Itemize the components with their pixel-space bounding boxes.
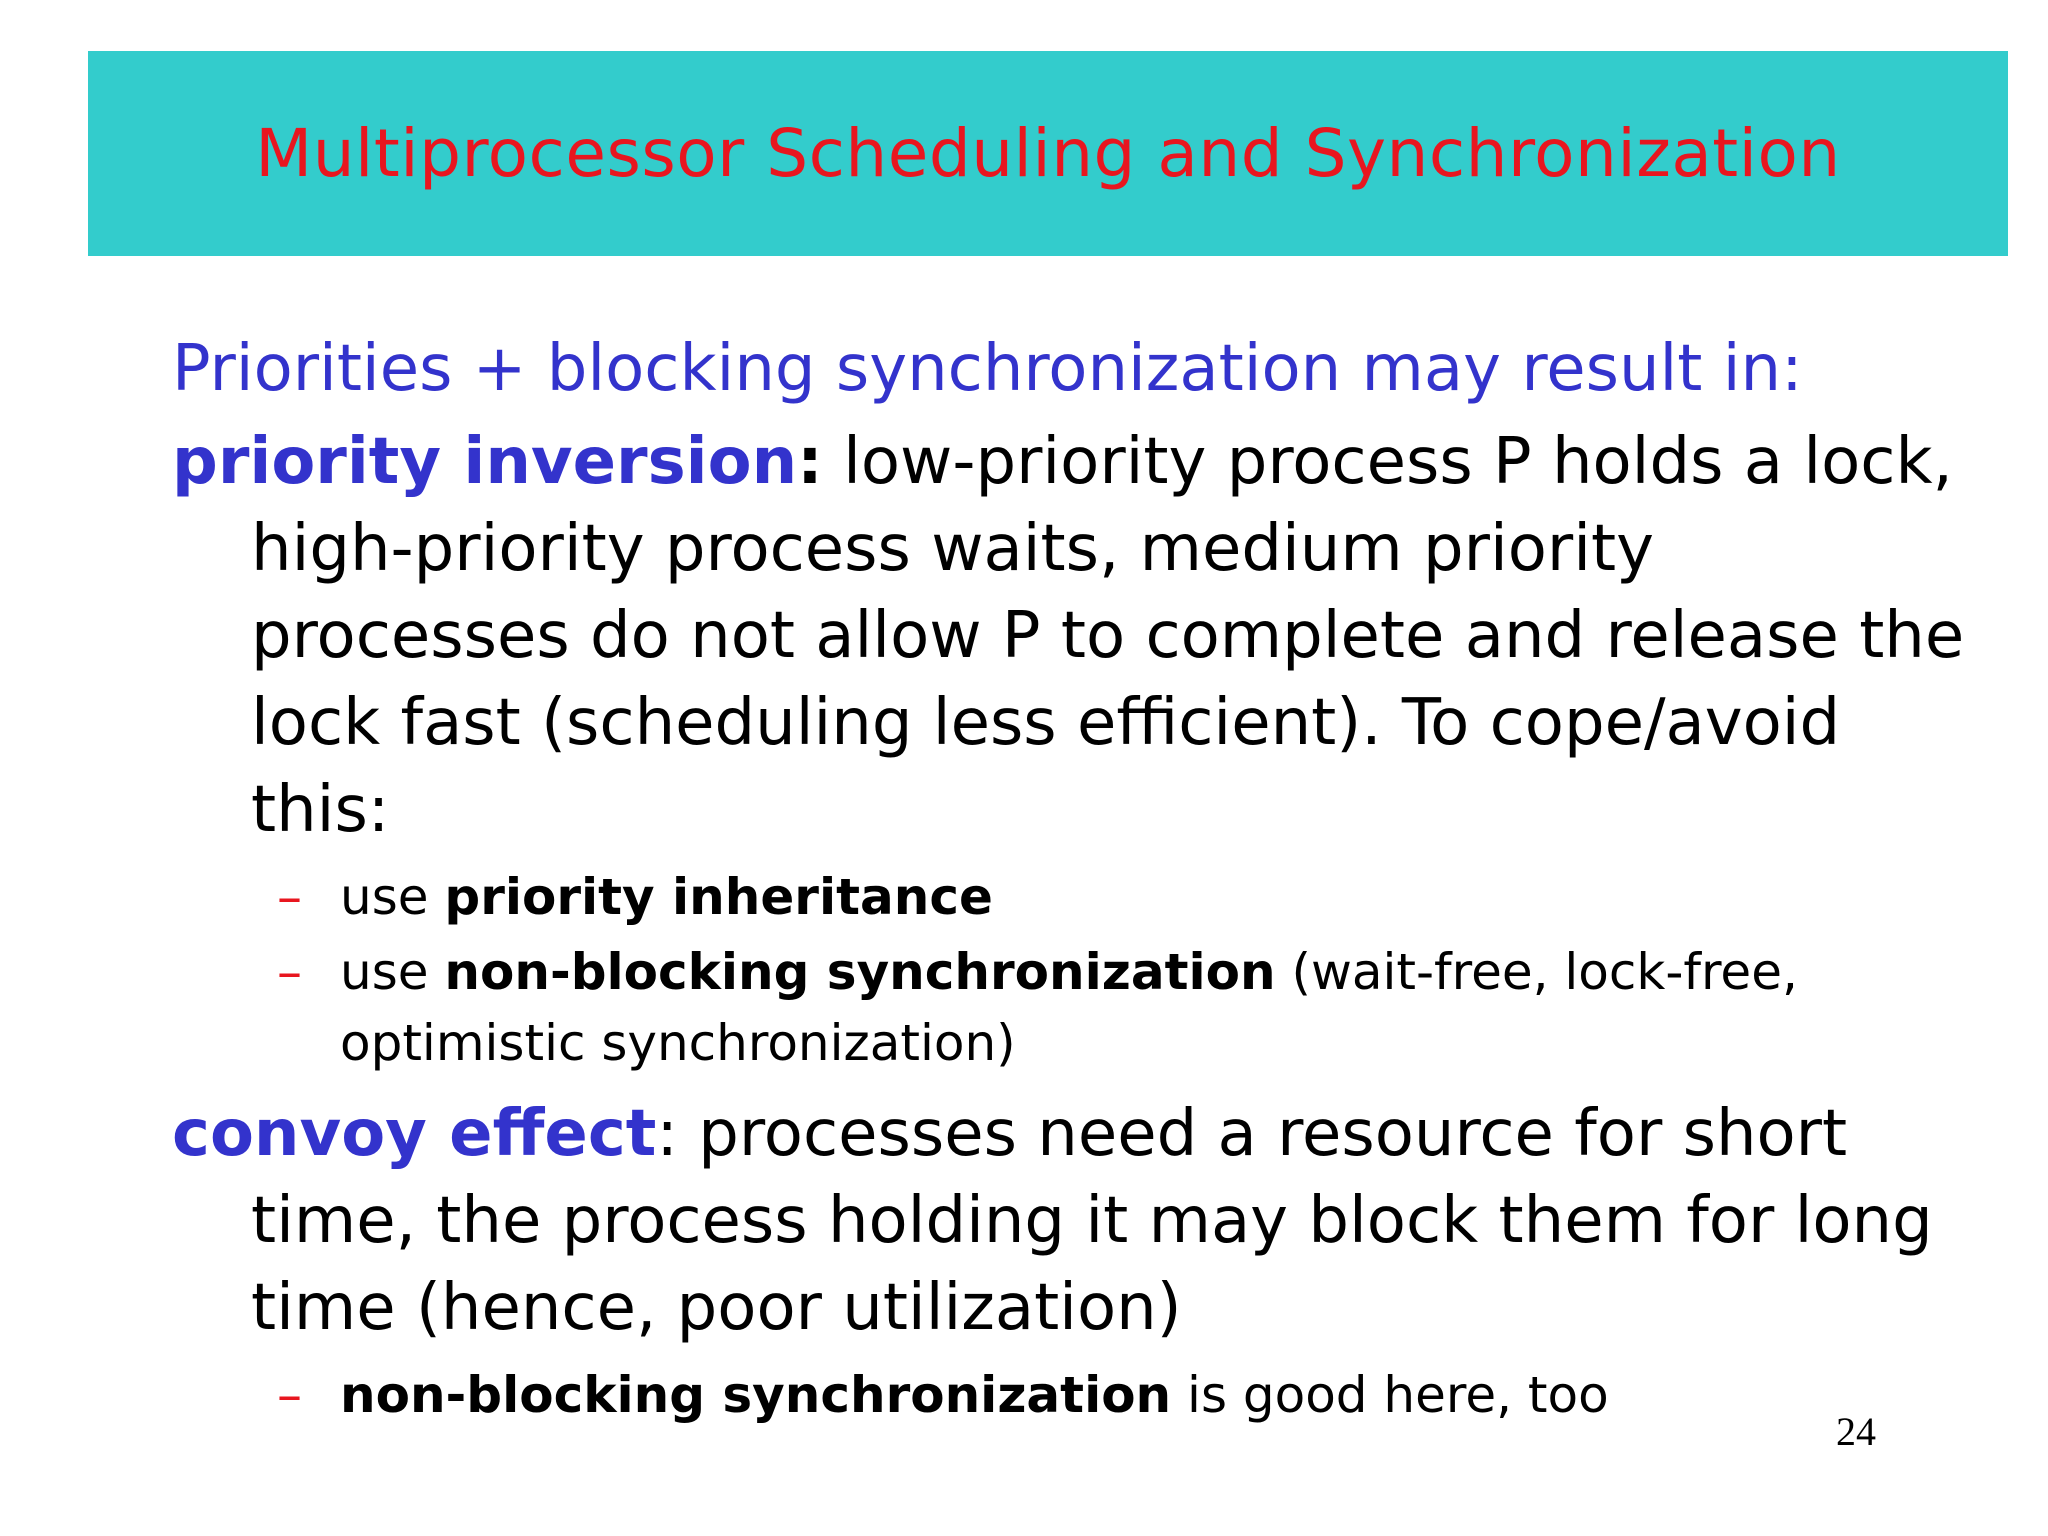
- convoy-effect-colon: :: [656, 1097, 678, 1171]
- item-bold: priority inheritance: [444, 868, 993, 926]
- list-item: [172, 1360, 1972, 1431]
- list-item: [172, 862, 1972, 933]
- slide-content: [172, 325, 1972, 1443]
- title-bar: [88, 51, 2008, 256]
- priority-inversion-colon: :: [797, 425, 823, 499]
- convoy-effect-solutions: [172, 1360, 1972, 1431]
- list-item: [172, 937, 1972, 1079]
- item-prefix: use: [340, 943, 445, 1001]
- priority-inversion-paragraph: [172, 419, 1972, 854]
- intro-text: Priorities + blocking synchronization may result in:: [172, 332, 1803, 406]
- dash-bullet: –: [277, 868, 302, 926]
- item-bold: non-blocking synchronization: [444, 943, 1276, 1001]
- item-suffix: is good here, too: [1171, 1366, 1609, 1424]
- item-prefix: use: [340, 868, 445, 926]
- dash-bullet: –: [277, 943, 302, 1001]
- slide-title: Multiprocessor Scheduling and Synchronization: [255, 115, 1841, 192]
- priority-inversion-term: priority inversion: [172, 425, 798, 499]
- page-number: 24: [1836, 1409, 1876, 1454]
- priority-inversion-text: low-priority process P holds a lock, high-priority process waits, medium priority processes do not allow P to complete and release the lock fast (scheduling less efficient). To cope/avoid this:: [251, 425, 1965, 847]
- convoy-effect-paragraph: [172, 1091, 1972, 1352]
- convoy-effect-text: processes need a resource for short time, the process holding it may block them for long time (hence, poor utilization): [251, 1097, 1933, 1345]
- convoy-effect-term: convoy effect: [172, 1097, 657, 1171]
- dash-bullet: –: [277, 1366, 302, 1424]
- priority-inversion-solutions: [172, 862, 1972, 1079]
- item-suffix: (wait-free, lock-free, optimistic synchronization): [340, 943, 1798, 1072]
- item-bold: non-blocking synchronization: [340, 1366, 1172, 1424]
